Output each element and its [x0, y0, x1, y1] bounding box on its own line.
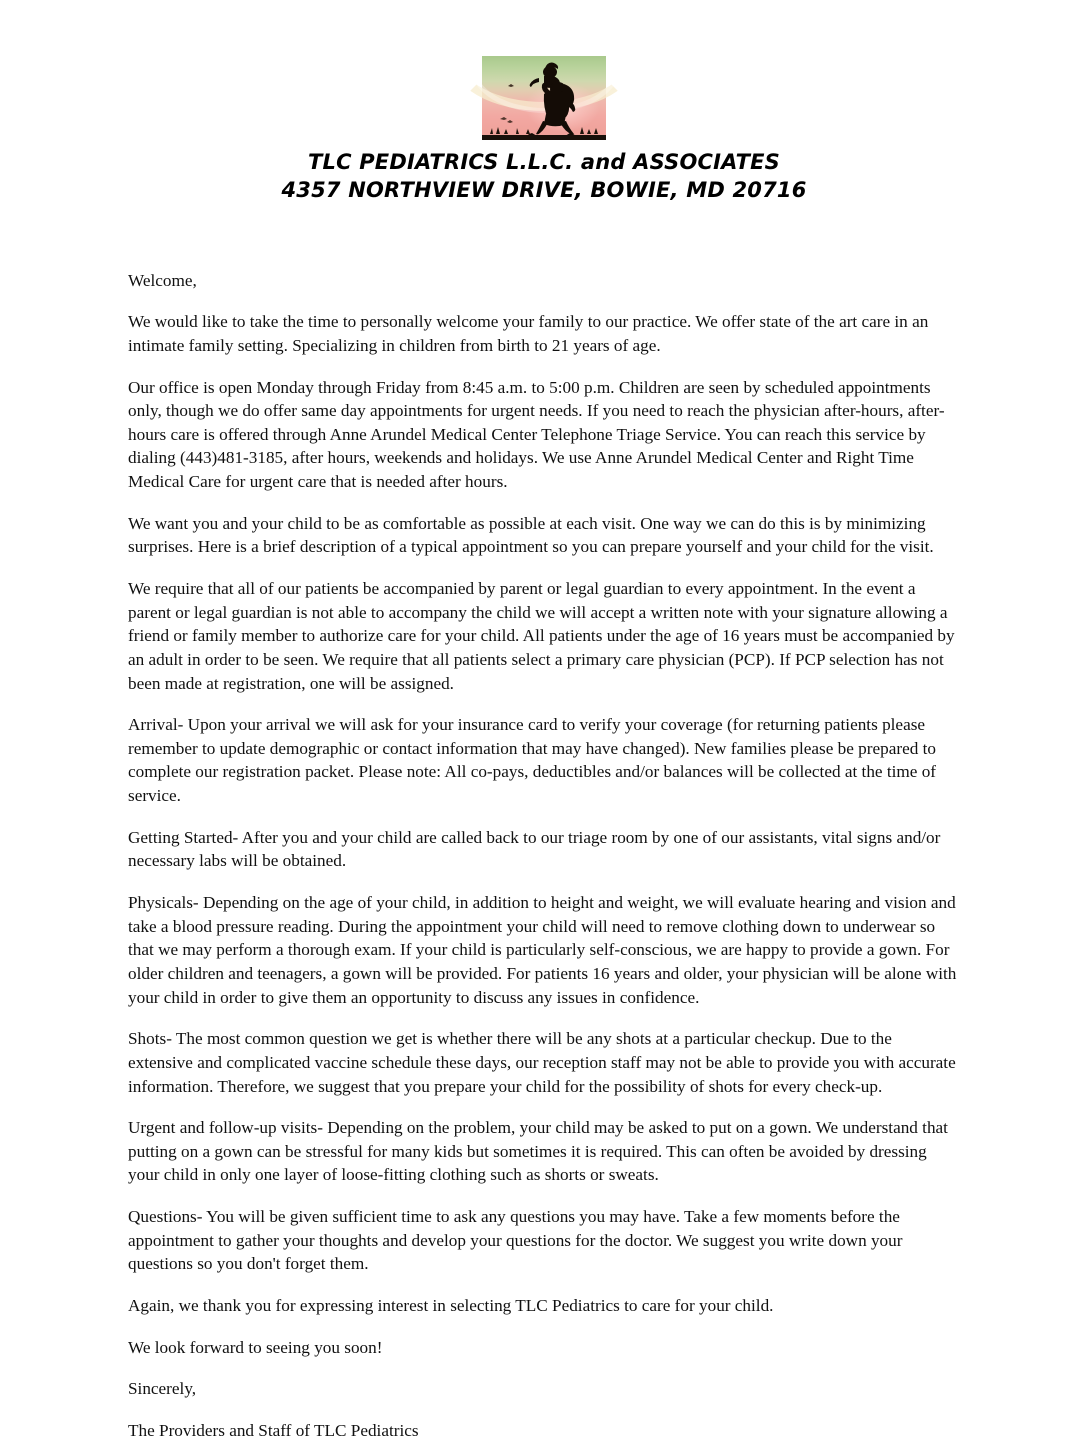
- closing: Sincerely,: [128, 1379, 197, 1399]
- letterhead: [0, 0, 1088, 205]
- paragraph-questions: Questions- You will be given sufficient time to ask any questions you may have. Take a few moments before the appointment to gather your thoughts and develop your questions for the doctor. We suggest you write down your questions so you don't forget them.: [128, 1207, 903, 1274]
- paragraph-1: We would like to take the time to personally welcome your family to our practice. We offer state of the art care in an intimate family setting. Specializing in children from birth to 21 years of age.: [128, 312, 929, 355]
- paragraph-arrival: Arrival- Upon your arrival we will ask for your insurance card to verify your coverage (for returning patients please remember to update demographic or contact information that may have changed). New families please be prepared to complete our registration packet. Please note: All co-pays, deductibles and/or balances will be collected at the time of service.: [128, 715, 937, 806]
- practice-name: TLC PEDIATRICS L.L.C. and ASSOCIATES: [307, 150, 780, 174]
- paragraph-2: Our office is open Monday through Friday from 8:45 a.m. to 5:00 p.m. Children are seen by scheduled appointments only, though we do offer same day appointments for urgent needs. If you need to reach the physician after-hours, after-hours care is offered through Anne Arundel Medical Center Telephone Triage Service. You can reach this service by dialing (443)481-3185, after hours, weekends and holidays. We use Anne Arundel Medical Center and Right Time Medical Care for urgent care that is needed after hours.: [128, 377, 945, 492]
- letter-body: [128, 205, 960, 1443]
- practice-address: 4357 NORTHVIEW DRIVE, BOWIE, MD 20716: [281, 178, 807, 203]
- paragraph-3: We want you and your child to be as comfortable as possible at each visit. One way we can do this is by minimizing surprises. Here is a brief description of a typical appointment so you can prepare yourself and your child for the visit.: [128, 513, 934, 557]
- logo-ground-line: [482, 133, 606, 140]
- practice-logo: [482, 56, 606, 140]
- salutation: Welcome,: [128, 270, 197, 290]
- paragraph-look-forward: We look forward to seeing you soon!: [128, 1337, 383, 1357]
- paragraph-getting-started: Getting Started- After you and your child are called back to our triage room by one of our assistants, vital signs and/or necessary labs will be obtained.: [128, 827, 941, 871]
- paragraph-physicals: Physicals- Depending on the age of your child, in addition to height and weight, we will evaluate hearing and vision and take a blood pressure reading. During the appointment your child will need to remove clothing down to underwear so that we may perform a thorough exam. If your child is particularly self-conscious, we are happy to provide a gown. For older children and teenagers, a gown will be provided. For patients 16 years and older, your physician will be alone with your child in order to give them an opportunity to discuss any issues in confidence.: [128, 893, 957, 1007]
- paragraph-urgent-visits: Urgent and follow-up visits- Depending on the problem, your child may be asked to put on a gown. We understand that putting on a gown can be stressful for many kids but sometimes it is required. This can often be avoided by dressing your child in only one layer of loose-fitting clothing such as shorts or sweats.: [128, 1118, 948, 1185]
- parent-carrying-child-silhouette-icon: [482, 56, 606, 140]
- paragraph-4: We require that all of our patients be accompanied by parent or legal guardian to every appointment. In the event a parent or legal guardian is not able to accompany the child we will accept a written note with your signature allowing a friend or family member to authorize care for your child. All patients under the age of 16 years must be accompanied by an adult in order to be seen. We require that all patients select a primary care physician (PCP). If PCP selection has not been made at registration, one will be assigned.: [128, 579, 955, 693]
- paragraph-thank-you: Again, we thank you for expressing interest in selecting TLC Pediatrics to care for your child.: [128, 1296, 774, 1316]
- paragraph-shots: Shots- The most common question we get is whether there will be any shots at a particular checkup. Due to the extensive and complicated vaccine schedule these days, our reception staff may not be able to provide you with accurate information. Therefore, we suggest that you prepare your child for the possibility of shots for every check-up.: [128, 1029, 956, 1096]
- signature-line: The Providers and Staff of TLC Pediatrics: [128, 1420, 419, 1440]
